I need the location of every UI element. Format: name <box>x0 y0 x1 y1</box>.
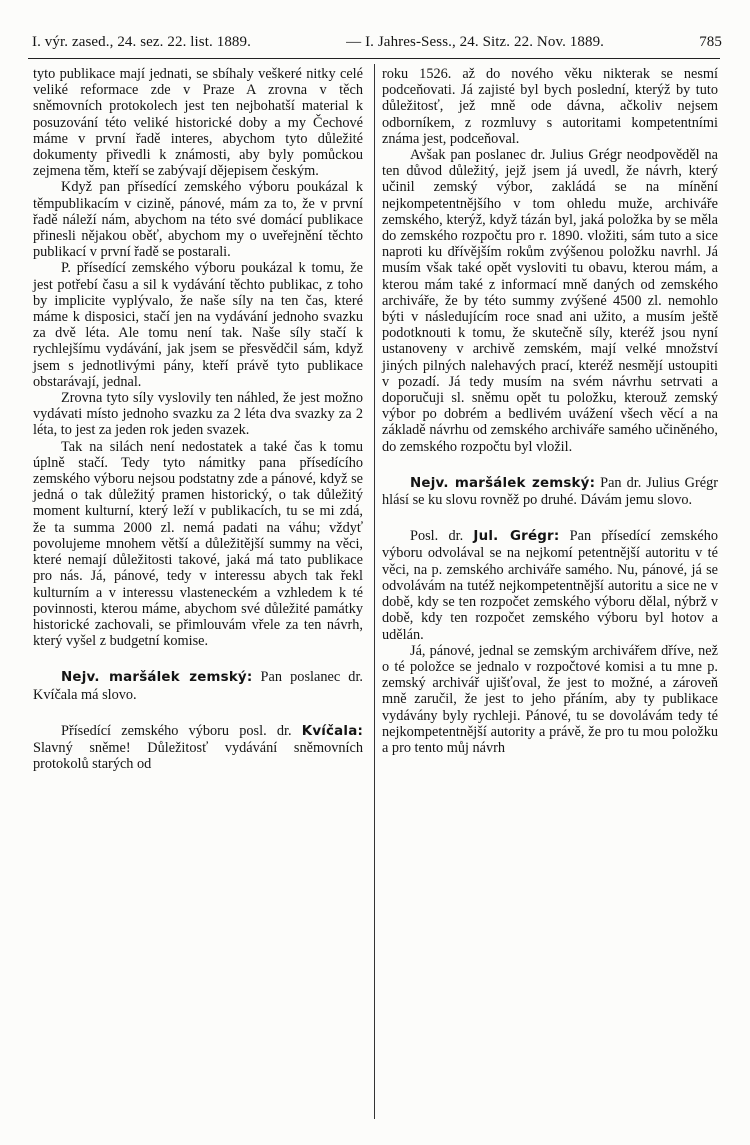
left-speech-marshal <box>33 669 363 702</box>
right-speech-marshal <box>382 475 718 508</box>
speaker-name: Jul. Grégr: <box>473 529 560 545</box>
speaker-intro: Přísedící zemského výboru posl. dr. <box>61 722 302 739</box>
left-paragraph-5: Tak na silách není nedostatek a také čas k tomu úplně stačí. Tedy tyto námitky pana přísedícího zemského výboru nejsou podstatny zde a pánové, když se jedná o tak důležitý pramen historický, o tak důležitý moment kulturní, který leží v publikacích, tu se mi zdá, že ta summa 2000 zl. nemá padati na váhu; vždyť povolujeme mnohem větší a důležitější summy na věci, které nemají důležitosti takové, jaká má tato publikace pro nás. Já, pánové, tedy v interessu abych tak řekl kulturním a v interessu vlasteneckém a vzhledem k té povinnosti, kterou máme, abychom své důležité památky historické zachovali, se přimlouvám vřele za ten návrh, který vyšel z budgetní komise. <box>33 438 363 650</box>
running-header <box>32 34 722 51</box>
right-paragraph-2: Avšak pan poslanec dr. Julius Grégr neodpověděl na ten důvod důležitý, jejž jsem já uvedl, že návrh, který učinil zemský výbor, zakládá se na mínění nejkompetentnějšího v tom ohledu muže, archiváře zemského, kterýž, když tázán byl, jaká položka by se měla do zemského rozpočtu pro r. 1890. vložiti, sám tuto a sice naproti ku dřívějším rokům zvýšenou položku navrhl. Já musím však také opět vysloviti tu obavu, kterou mám, a kterou mám také z informací mně daných od zemského archiváře, že by této summy zvýšené 4500 zl. nemohlo býti v následujícím roce snad ani užito, a musím ještě podotknouti k tomu, že skutečně síly, kteréž jsou nyní ustanoveny v archivě zemském, mají velké množství jiných pilných nalehavých prací, kteréž nesmějí ustoupiti v pozadí. Já tedy musím na svém návrhu setrvati a doporučuji sl. sněmu opět tu položku, kterouž zemský výbor po dobrém a bedlivém uvážení všech věcí a na základě návrhu od zemského archiváře samého učiněného, do zemského rozpočtu byl vložil. <box>382 147 718 455</box>
header-czech-citation: I. výr. zased., 24. sez. 22. list. 1889. <box>32 34 251 50</box>
right-paragraph-1: roku 1526. až do nového věku nikterak se nesmí podceňovati. Já zajisté byl bych poslední, kterýž by tuto důležitosť, jež mně ode dávna, ačkoliv nejsem odborníkem, z rozmluvy s autoritami kompetentními známa jest, podceňoval. <box>382 66 718 147</box>
left-paragraph-4: Zrovna tyto síly vyslovily ten náhled, že jest možno vydávati místo jednoho svazku za 2 léta dva svazky za 2 léta, to jest za jeden rok jeden svazek. <box>33 390 363 439</box>
page-number: 785 <box>699 34 722 50</box>
left-paragraph-2: Když pan přísedící zemského výboru poukázal k těmpublikacím v cizině, pánové, mám za to, že v první řadě náleží nám, abychom na této své domácí publikace přinesli nějakou oběť, abychom my o uveřejnění těchto publikací v první řadě se postarali. <box>33 179 363 261</box>
header-german-citation: — I. Jahres-Sess., 24. Sitz. 22. Nov. 1889. <box>346 34 605 50</box>
speech-text: Pan dr. Julius Grégr hlásí se ku slovu rovněž po druhé. Dávám jemu slovo. <box>382 474 718 509</box>
right-speech-gregr <box>382 528 718 642</box>
speaker-name: Nejv. maršálek zemský: <box>410 475 596 491</box>
speech-text: Slavný sněme! Důležitosť vydávání sněmovních protokolů starých od <box>33 739 363 773</box>
right-column <box>382 66 718 756</box>
speaker-name: Kvíčala: <box>301 723 363 739</box>
speaker-intro: Posl. dr. <box>410 528 474 545</box>
right-paragraph-5: Já, pánové, jednal se zemským archivářem dříve, než o té položce se jednalo v rozpočtové komisi a tu mne p. zemský archivář ujišťoval, že jest to možné, a zároveň mně zaručil, že jest to jeho přáním, aby ty publikace vydávány byly rychleji. Pánové, tu se dovolávám tedy té nejkompetentnější autority a právě, že pro tu mou položku a pro tento můj návrh <box>382 642 718 756</box>
left-paragraph-3: P. přísedící zemského výboru poukázal k tomu, že jest potřebí času a sil k vydávání těchto publikac, z toho by implicite vyplývalo, že naše síly na ten čas, které máme k disposici, stačí jen na vydávání jednoho svazku za dvě léta. Ale tomu není tak. Naše síly stačí k rychlejšímu vydávání, jak jsem se přesvědčil sám, když jsem s jednotlivými pány, kteří právě tyto publikace obstarávají, jednal. <box>33 260 363 390</box>
left-column <box>33 66 363 772</box>
speech-text: Pan přísedící zemského výboru odvolával se na nejkomí petentnější autoritu v té věci, na p. zemského archiváře samého. Nu, pánové, já se odvolávám na tutéž nejkompetentnější autoritu a sice ne v době, kdy se ten rozpočet zemského výboru dělal, nýbrž v době, kdy ten rozpočet zemského výboru byl hotov a udělán. <box>382 528 718 643</box>
speech-text: Pan poslanec dr. Kvíčala má slovo. <box>33 669 363 703</box>
header-rule <box>28 58 720 59</box>
left-paragraph-1: tyto publikace mají jednati, se sbíhaly veškeré nitky celé veliké reformace zde v Praze A zrovna v těch sněmovních protokolech jest ten nejbohatší material k posuzování této veliké historické doby a my Čechové máme v první řadě interes, abychom tyto důležité dokumenty přivedli k známosti, aby byly pomůckou zejmena těm, kteří se zabývají dějepisem českým. <box>33 66 363 180</box>
speaker-name: Nejv. maršálek zemský: <box>61 670 253 686</box>
column-divider <box>374 64 375 1119</box>
left-speech-kvicala <box>33 723 363 773</box>
